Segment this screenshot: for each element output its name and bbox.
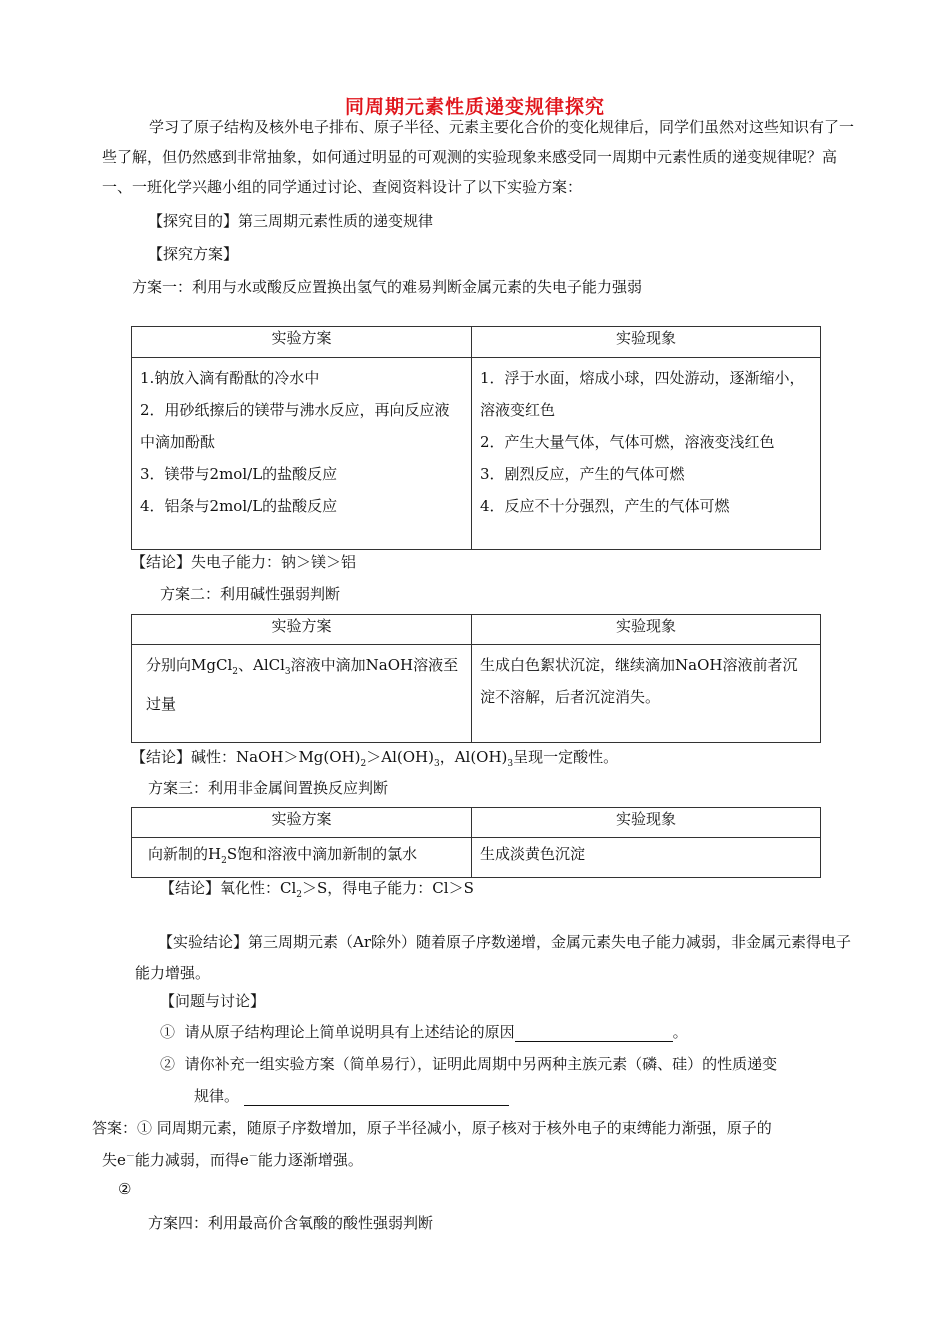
answer-blank-1[interactable] — [515, 1023, 673, 1042]
plan2-phenomenon-cell — [472, 645, 821, 743]
answer-marker-2: ② — [118, 1180, 132, 1198]
question-1-marker: ① — [160, 1023, 176, 1041]
plan1-methods-cell — [132, 358, 472, 550]
plan1-method-item: 2．用砂纸擦后的镁带与沸水反应，再向反应液中滴加酚酞 — [140, 401, 450, 451]
plan1-col-phenomenon: 实验现象 — [472, 327, 821, 358]
plan1-method-item: 3．镁带与2mol/L的盐酸反应 — [140, 465, 338, 483]
plan1-phenomenon-item: 1．浮于水面，熔成小球，四处游动，逐渐缩小，溶液变红色 — [480, 369, 805, 419]
plan3-table — [131, 807, 821, 878]
question-1-text: 请从原子结构理论上简单说明具有上述结论的原因 — [184, 1023, 515, 1041]
answer-line-2: 失e－能力减弱，而得e－能力逐渐增强。 — [102, 1151, 363, 1169]
page-title: 同周期元素性质递变规律探究 — [344, 96, 605, 118]
plan1-heading: 方案一：利用与水或酸反应置换出氢气的难易判断金属元素的失电子能力强弱 — [132, 278, 643, 296]
question-2 — [160, 1053, 777, 1074]
plan3-phenomenon-cell — [472, 838, 821, 878]
plan3-method-cell — [132, 838, 472, 878]
plan1-phenomena-cell — [472, 358, 821, 550]
plan1-method-item: 4．铝条与2mol/L的盐酸反应 — [140, 497, 338, 515]
question-2-marker: ② — [160, 1055, 176, 1073]
plan1-phenomenon-item: 4．反应不十分强烈，产生的气体可燃 — [480, 497, 730, 515]
plan1-conclusion: 【结论】失电子能力：钠＞镁＞铝 — [131, 553, 357, 571]
plan2-table — [131, 614, 821, 743]
plan3-method: 向新制的$H_2S$饱和溶液中滴加新制的氯水 — [148, 845, 418, 866]
question-2-text: 请你补充一组实验方案（简单易行），证明此周期中另两种主族元素（磷、硅）的性质递变 — [184, 1055, 778, 1073]
scheme-heading: 【探究方案】 — [148, 245, 239, 263]
plan2-col-phenomenon: 实验现象 — [472, 615, 821, 645]
plan1-col-method: 实验方案 — [132, 327, 472, 358]
plan2-col-method: 实验方案 — [132, 615, 472, 645]
answer-line-1: 答案：① 同周期元素，随原子序数增加，原子半径减小，原子核对于核外电子的束缚能力渐强，原子的 — [92, 1119, 772, 1137]
plan2-method: 分别向MgCl$_2$、AlCl$_3$溶液中滴加NaOH溶液至过量 — [146, 656, 459, 713]
plan2-conclusion: 【结论】碱性：$NaOH>Mg(OH)_2>Al(OH)_3$，$Al(OH)_3$呈现一定酸性。 — [131, 748, 619, 769]
plan2-heading: 方案二：利用碱性强弱判断 — [160, 585, 341, 603]
plan2-phenomenon: 生成白色絮状沉淀，继续滴加NaOH溶液前者沉淀不溶解，后者沉淀消失。 — [480, 656, 798, 706]
answer-blank-2[interactable] — [244, 1087, 509, 1106]
plan3-col-phenomenon: 实验现象 — [472, 808, 821, 838]
plan3-phenomenon: 生成淡黄色沉淀 — [480, 845, 586, 863]
plan4-heading: 方案四：利用最高价含氧酸的酸性强弱判断 — [148, 1214, 434, 1232]
plan3-conclusion: 【结论】氧化性：$Cl_2>S$，得电子能力：Cl＞S — [160, 879, 474, 900]
plan3-heading: 方案三：利用非金属间置换反应判断 — [148, 779, 389, 797]
question-2-cont: 规律。 — [194, 1085, 509, 1106]
question-1: ① 请从原子结构理论上简单说明具有上述结论的原因 。 — [160, 1023, 688, 1041]
plan3-col-method: 实验方案 — [132, 808, 472, 838]
purpose: 【探究目的】第三周期元素性质的递变规律 — [148, 212, 434, 230]
intro-paragraph: 学习了原子结构及核外电子排布、原子半径、元素主要化合价的变化规律后，同学们虽然对这些知识有了一些了解，但仍然感到非常抽象，如何通过明显的可观测的实验现象来感受同一周期中元素性质的递变规律呢？高一、一班化学兴趣小组的同学通过讨论、查阅资料设计了以下实验方案： — [102, 118, 855, 196]
experiment-conclusion: 【实验结论】第三周期元素（Ar除外）随着原子序数递增，金属元素失电子能力减弱，非金属元素得电子能力增强。 — [135, 933, 852, 982]
discussion-heading: 【问题与讨论】 — [160, 992, 266, 1010]
plan2-method-cell — [132, 645, 472, 743]
plan1-phenomenon-item: 3．剧烈反应，产生的气体可燃 — [480, 465, 685, 483]
plan1-method-item: 1.钠放入滴有酚酞的冷水中 — [140, 369, 320, 387]
plan1-phenomenon-item: 2．产生大量气体，气体可燃，溶液变浅红色 — [480, 433, 775, 451]
plan1-table — [131, 326, 821, 550]
